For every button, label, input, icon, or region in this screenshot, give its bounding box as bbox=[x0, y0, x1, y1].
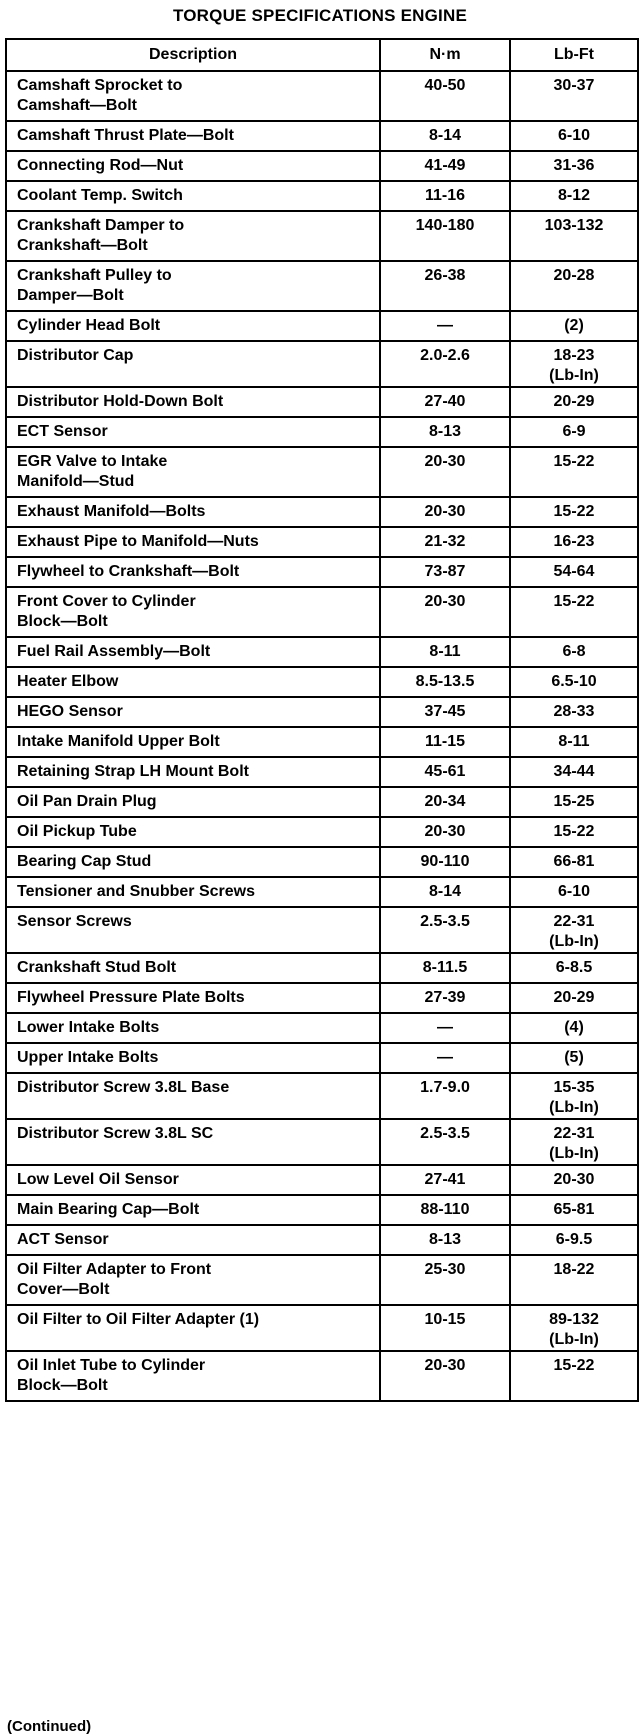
nm-value-cell bbox=[380, 1255, 510, 1305]
lbft-value-cell bbox=[510, 1351, 638, 1401]
nm-value-cell bbox=[380, 211, 510, 261]
description-cell bbox=[6, 1073, 380, 1119]
nm-value-line: 20-30 bbox=[424, 823, 466, 840]
description-line: Crankshaft Stud Bolt bbox=[17, 959, 177, 976]
description-line: Connecting Rod—Nut bbox=[17, 157, 184, 174]
lbft-value-cell bbox=[510, 697, 638, 727]
description-cell bbox=[6, 151, 380, 181]
description-line: Tensioner and Snubber Screws bbox=[17, 883, 255, 900]
table-row bbox=[6, 697, 638, 727]
nm-value-cell bbox=[380, 953, 510, 983]
description-cell bbox=[6, 181, 380, 211]
lbft-value-line: 16-23 bbox=[553, 533, 595, 550]
lbft-value-line: 8-11 bbox=[558, 733, 590, 750]
description-line: Cover—Bolt bbox=[17, 1281, 110, 1298]
description-line: Bearing Cap Stud bbox=[17, 853, 152, 870]
description-cell bbox=[6, 587, 380, 637]
description-cell bbox=[6, 847, 380, 877]
nm-value-line: 26-38 bbox=[424, 267, 466, 284]
nm-value-cell bbox=[380, 1195, 510, 1225]
lbft-value-cell bbox=[510, 1305, 638, 1351]
nm-value-line: 40-50 bbox=[424, 77, 466, 94]
table-row bbox=[6, 121, 638, 151]
lbft-value-line: 6-10 bbox=[557, 883, 591, 900]
description-line: Exhaust Pipe to Manifold—Nuts bbox=[17, 533, 259, 550]
nm-value-cell bbox=[380, 983, 510, 1013]
nm-value-line: 73-87 bbox=[424, 563, 466, 580]
lbft-value-cell bbox=[510, 1225, 638, 1255]
lbft-value-line: 8-12 bbox=[557, 187, 591, 204]
lbft-value-cell bbox=[510, 817, 638, 847]
description-line: Low Level Oil Sensor bbox=[17, 1171, 179, 1188]
description-line: Intake Manifold Upper Bolt bbox=[17, 733, 220, 750]
description-cell bbox=[6, 497, 380, 527]
nm-value-line: 45-61 bbox=[424, 763, 466, 780]
description-cell bbox=[6, 121, 380, 151]
lbft-value-cell bbox=[510, 261, 638, 311]
lbft-value-cell bbox=[510, 907, 638, 953]
description-line: Upper Intake Bolts bbox=[17, 1049, 159, 1066]
lbft-value-cell bbox=[510, 447, 638, 497]
table-row bbox=[6, 1195, 638, 1225]
lbft-value-line: 22-31 bbox=[553, 913, 595, 930]
page-title: TORQUE SPECIFICATIONS ENGINE bbox=[172, 6, 467, 25]
table-row bbox=[6, 557, 638, 587]
lbft-value-cell bbox=[510, 417, 638, 447]
table-row bbox=[6, 907, 638, 953]
description-line: Damper—Bolt bbox=[17, 287, 124, 304]
lbft-value-line: 6-9.5 bbox=[555, 1231, 593, 1248]
nm-value-line: 27-41 bbox=[424, 1171, 466, 1188]
lbft-value-cell bbox=[510, 757, 638, 787]
description-cell bbox=[6, 1013, 380, 1043]
description-cell bbox=[6, 211, 380, 261]
table-row bbox=[6, 1013, 638, 1043]
lbft-value-cell bbox=[510, 1255, 638, 1305]
lbft-value-line: 6-8.5 bbox=[555, 959, 593, 976]
description-cell bbox=[6, 817, 380, 847]
lbft-value-cell bbox=[510, 953, 638, 983]
column-header-lbft: Lb-Ft bbox=[510, 39, 638, 71]
lbft-value-line: (Lb-In) bbox=[549, 1331, 599, 1348]
lbft-value-cell bbox=[510, 497, 638, 527]
lbft-value-line: (Lb-In) bbox=[549, 933, 599, 950]
table-row bbox=[6, 847, 638, 877]
lbft-value-cell bbox=[510, 847, 638, 877]
nm-value-line: 41-49 bbox=[424, 157, 466, 174]
description-cell bbox=[6, 1119, 380, 1165]
table-header-row bbox=[6, 39, 638, 71]
lbft-value-cell bbox=[510, 181, 638, 211]
lbft-value-cell bbox=[510, 1195, 638, 1225]
description-line: Camshaft Thrust Plate—Bolt bbox=[17, 127, 234, 144]
description-line: Heater Elbow bbox=[17, 673, 119, 690]
table-row bbox=[6, 983, 638, 1013]
nm-value-line: 90-110 bbox=[420, 853, 470, 870]
nm-value-cell bbox=[380, 181, 510, 211]
description-cell bbox=[6, 311, 380, 341]
lbft-value-line: 65-81 bbox=[553, 1201, 595, 1218]
nm-value-cell bbox=[380, 587, 510, 637]
nm-value-line: 1.7-9.0 bbox=[420, 1079, 470, 1096]
table-row bbox=[6, 527, 638, 557]
lbft-value-cell bbox=[510, 387, 638, 417]
lbft-value-cell bbox=[510, 211, 638, 261]
continued-note: (Continued) bbox=[7, 1718, 92, 1735]
table-row bbox=[6, 261, 638, 311]
nm-value-line: 37-45 bbox=[424, 703, 466, 720]
description-cell bbox=[6, 1255, 380, 1305]
lbft-value-line: 30-37 bbox=[553, 77, 595, 94]
nm-value-cell bbox=[380, 637, 510, 667]
description-cell bbox=[6, 1195, 380, 1225]
nm-value-cell bbox=[380, 1013, 510, 1043]
lbft-value-line: 15-35 bbox=[553, 1079, 595, 1096]
lbft-value-line: (Lb-In) bbox=[549, 1099, 599, 1116]
nm-value-line: 20-30 bbox=[424, 503, 466, 520]
description-line: Main Bearing Cap—Bolt bbox=[17, 1201, 200, 1218]
description-cell bbox=[6, 1043, 380, 1073]
nm-value-line: 11-16 bbox=[424, 187, 466, 204]
lbft-value-cell bbox=[510, 71, 638, 121]
description-line: Manifold—Stud bbox=[17, 473, 135, 490]
lbft-value-line: 89-132 bbox=[549, 1311, 599, 1328]
nm-value-line: 20-30 bbox=[424, 593, 466, 610]
nm-value-cell bbox=[380, 447, 510, 497]
nm-value-line: 10-15 bbox=[424, 1311, 466, 1328]
lbft-value-line: 34-44 bbox=[553, 763, 595, 780]
table-row bbox=[6, 1351, 638, 1401]
column-header-description: Description bbox=[6, 39, 380, 71]
nm-value-line: 8-14 bbox=[428, 127, 462, 144]
lbft-value-cell bbox=[510, 637, 638, 667]
lbft-value-line: 6-10 bbox=[557, 127, 591, 144]
lbft-value-line: (Lb-In) bbox=[549, 1145, 599, 1162]
lbft-value-cell bbox=[510, 787, 638, 817]
description-line: Camshaft Sprocket to bbox=[17, 77, 183, 94]
table-row bbox=[6, 417, 638, 447]
description-cell bbox=[6, 953, 380, 983]
nm-value-line: 25-30 bbox=[424, 1261, 466, 1278]
description-line: Crankshaft Damper to bbox=[17, 217, 185, 234]
nm-value-line: — bbox=[437, 317, 453, 334]
lbft-value-cell bbox=[510, 1043, 638, 1073]
description-cell bbox=[6, 727, 380, 757]
description-line: Distributor Cap bbox=[17, 347, 134, 364]
description-cell bbox=[6, 1165, 380, 1195]
description-line: Oil Pan Drain Plug bbox=[17, 793, 157, 810]
nm-value-line: 88-110 bbox=[420, 1201, 470, 1218]
description-line: Flywheel to Crankshaft—Bolt bbox=[17, 563, 240, 580]
table-body bbox=[6, 71, 638, 1401]
nm-value-cell bbox=[380, 527, 510, 557]
description-line: Block—Bolt bbox=[17, 1377, 108, 1394]
table-row bbox=[6, 667, 638, 697]
description-cell bbox=[6, 417, 380, 447]
table-row bbox=[6, 71, 638, 121]
description-line: Camshaft—Bolt bbox=[17, 97, 138, 114]
nm-value-cell bbox=[380, 557, 510, 587]
lbft-value-line: 15-22 bbox=[553, 1357, 595, 1374]
description-line: Oil Filter to Oil Filter Adapter (1) bbox=[17, 1311, 260, 1328]
description-line: Distributor Screw 3.8L Base bbox=[17, 1079, 230, 1096]
lbft-value-cell bbox=[510, 557, 638, 587]
description-line: Block—Bolt bbox=[17, 613, 108, 630]
description-line: Oil Inlet Tube to Cylinder bbox=[17, 1357, 206, 1374]
table-row bbox=[6, 447, 638, 497]
nm-value-cell bbox=[380, 1073, 510, 1119]
table-row bbox=[6, 1305, 638, 1351]
table-row bbox=[6, 341, 638, 387]
nm-value-line: 21-32 bbox=[424, 533, 466, 550]
table-row bbox=[6, 387, 638, 417]
lbft-value-line: 18-22 bbox=[553, 1261, 595, 1278]
lbft-value-cell bbox=[510, 311, 638, 341]
lbft-value-cell bbox=[510, 1013, 638, 1043]
description-line: Oil Pickup Tube bbox=[17, 823, 137, 840]
description-line: Crankshaft—Bolt bbox=[17, 237, 148, 254]
table-row bbox=[6, 1165, 638, 1195]
nm-value-cell bbox=[380, 877, 510, 907]
description-line: Flywheel Pressure Plate Bolts bbox=[17, 989, 245, 1006]
nm-value-cell bbox=[380, 1351, 510, 1401]
nm-value-line: 27-39 bbox=[424, 989, 466, 1006]
lbft-value-cell bbox=[510, 1073, 638, 1119]
table-row bbox=[6, 497, 638, 527]
nm-value-cell bbox=[380, 727, 510, 757]
lbft-value-line: (Lb-In) bbox=[549, 367, 599, 384]
table-row bbox=[6, 587, 638, 637]
nm-value-cell bbox=[380, 1305, 510, 1351]
lbft-value-line: 15-22 bbox=[553, 823, 595, 840]
table-row bbox=[6, 151, 638, 181]
nm-value-cell bbox=[380, 71, 510, 121]
nm-value-cell bbox=[380, 121, 510, 151]
lbft-value-line: 6-9 bbox=[562, 423, 586, 440]
table-row bbox=[6, 1119, 638, 1165]
nm-value-cell bbox=[380, 1043, 510, 1073]
description-cell bbox=[6, 1305, 380, 1351]
nm-value-line: 8-14 bbox=[428, 883, 462, 900]
description-line: Distributor Hold-Down Bolt bbox=[17, 393, 224, 410]
lbft-value-line: (2) bbox=[564, 317, 584, 334]
lbft-value-cell bbox=[510, 151, 638, 181]
table-row bbox=[6, 877, 638, 907]
nm-value-cell bbox=[380, 697, 510, 727]
lbft-value-cell bbox=[510, 527, 638, 557]
nm-value-cell bbox=[380, 417, 510, 447]
table-row bbox=[6, 817, 638, 847]
lbft-value-cell bbox=[510, 121, 638, 151]
table-row bbox=[6, 311, 638, 341]
description-cell bbox=[6, 527, 380, 557]
table-row bbox=[6, 787, 638, 817]
lbft-value-line: 103-132 bbox=[544, 217, 604, 234]
nm-value-cell bbox=[380, 757, 510, 787]
lbft-value-line: 20-29 bbox=[553, 393, 595, 410]
lbft-value-line: 20-30 bbox=[553, 1171, 595, 1188]
nm-value-line: 27-40 bbox=[424, 393, 466, 410]
description-line: Front Cover to Cylinder bbox=[17, 593, 196, 610]
table-row bbox=[6, 211, 638, 261]
lbft-value-line: 15-25 bbox=[553, 793, 595, 810]
description-cell bbox=[6, 787, 380, 817]
description-line: Fuel Rail Assembly—Bolt bbox=[17, 643, 211, 660]
lbft-value-cell bbox=[510, 1165, 638, 1195]
description-cell bbox=[6, 341, 380, 387]
description-line: HEGO Sensor bbox=[17, 703, 123, 720]
description-line: Lower Intake Bolts bbox=[17, 1019, 160, 1036]
description-cell bbox=[6, 757, 380, 787]
nm-value-cell bbox=[380, 497, 510, 527]
lbft-value-line: 31-36 bbox=[553, 157, 595, 174]
description-cell bbox=[6, 667, 380, 697]
lbft-value-line: 18-23 bbox=[553, 347, 595, 364]
nm-value-cell bbox=[380, 1225, 510, 1255]
description-line: Oil Filter Adapter to Front bbox=[17, 1261, 212, 1278]
description-cell bbox=[6, 1351, 380, 1401]
nm-value-cell bbox=[380, 787, 510, 817]
lbft-value-line: 15-22 bbox=[553, 503, 595, 520]
description-cell bbox=[6, 877, 380, 907]
nm-value-cell bbox=[380, 667, 510, 697]
nm-value-cell bbox=[380, 341, 510, 387]
description-line: Exhaust Manifold—Bolts bbox=[17, 503, 206, 520]
lbft-value-cell bbox=[510, 727, 638, 757]
lbft-value-cell bbox=[510, 341, 638, 387]
lbft-value-line: 6.5-10 bbox=[551, 673, 597, 690]
description-line: EGR Valve to Intake bbox=[17, 453, 168, 470]
lbft-value-line: 6-8 bbox=[562, 643, 586, 660]
lbft-value-line: 54-64 bbox=[553, 563, 595, 580]
nm-value-line: 2.0-2.6 bbox=[420, 347, 470, 364]
table-row bbox=[6, 953, 638, 983]
nm-value-cell bbox=[380, 151, 510, 181]
nm-value-line: 140-180 bbox=[415, 217, 475, 234]
nm-value-line: 8-11 bbox=[429, 643, 461, 660]
description-line: ACT Sensor bbox=[17, 1231, 109, 1248]
description-cell bbox=[6, 387, 380, 417]
lbft-value-line: 15-22 bbox=[553, 593, 595, 610]
description-cell bbox=[6, 983, 380, 1013]
description-cell bbox=[6, 1225, 380, 1255]
nm-value-cell bbox=[380, 817, 510, 847]
nm-value-line: 2.5-3.5 bbox=[420, 1125, 470, 1142]
nm-value-line: 8.5-13.5 bbox=[415, 673, 475, 690]
table-row bbox=[6, 1225, 638, 1255]
description-cell bbox=[6, 697, 380, 727]
nm-value-line: 20-30 bbox=[424, 1357, 466, 1374]
description-line: Crankshaft Pulley to bbox=[17, 267, 172, 284]
lbft-value-cell bbox=[510, 587, 638, 637]
nm-value-cell bbox=[380, 1165, 510, 1195]
lbft-value-cell bbox=[510, 877, 638, 907]
description-line: Distributor Screw 3.8L SC bbox=[17, 1125, 214, 1142]
table-row bbox=[6, 637, 638, 667]
lbft-value-line: 20-29 bbox=[553, 989, 595, 1006]
nm-value-cell bbox=[380, 311, 510, 341]
description-line: Sensor Screws bbox=[17, 913, 132, 930]
nm-value-cell bbox=[380, 1119, 510, 1165]
nm-value-cell bbox=[380, 387, 510, 417]
lbft-value-line: 20-28 bbox=[553, 267, 595, 284]
lbft-value-line: 15-22 bbox=[553, 453, 595, 470]
nm-value-cell bbox=[380, 847, 510, 877]
lbft-value-line: 22-31 bbox=[553, 1125, 595, 1142]
description-cell bbox=[6, 71, 380, 121]
table-row bbox=[6, 1255, 638, 1305]
lbft-value-line: 66-81 bbox=[553, 853, 595, 870]
description-cell bbox=[6, 637, 380, 667]
description-line: Coolant Temp. Switch bbox=[17, 187, 183, 204]
description-line: ECT Sensor bbox=[17, 423, 108, 440]
description-cell bbox=[6, 557, 380, 587]
description-cell bbox=[6, 907, 380, 953]
nm-value-cell bbox=[380, 907, 510, 953]
nm-value-line: 2.5-3.5 bbox=[420, 913, 470, 930]
torque-spec-table bbox=[5, 38, 639, 1402]
nm-value-line: 8-13 bbox=[428, 1231, 462, 1248]
description-cell bbox=[6, 261, 380, 311]
table-row bbox=[6, 1043, 638, 1073]
lbft-value-cell bbox=[510, 667, 638, 697]
lbft-value-line: 28-33 bbox=[553, 703, 595, 720]
column-header-nm: N·m bbox=[380, 39, 510, 71]
nm-value-line: 8-13 bbox=[428, 423, 462, 440]
lbft-value-cell bbox=[510, 983, 638, 1013]
table-row bbox=[6, 1073, 638, 1119]
nm-value-line: 20-34 bbox=[424, 793, 466, 810]
description-line: Retaining Strap LH Mount Bolt bbox=[17, 763, 249, 780]
nm-value-line: 8-11.5 bbox=[422, 959, 468, 976]
nm-value-line: — bbox=[437, 1019, 453, 1036]
nm-value-line: 11-15 bbox=[424, 733, 466, 750]
nm-value-cell bbox=[380, 261, 510, 311]
table-row bbox=[6, 757, 638, 787]
table-row bbox=[6, 727, 638, 757]
description-line: Cylinder Head Bolt bbox=[17, 317, 161, 334]
nm-value-line: — bbox=[437, 1049, 453, 1066]
table-row bbox=[6, 181, 638, 211]
description-cell bbox=[6, 447, 380, 497]
lbft-value-cell bbox=[510, 1119, 638, 1165]
nm-value-line: 20-30 bbox=[424, 453, 466, 470]
lbft-value-line: (4) bbox=[564, 1019, 584, 1036]
lbft-value-line: (5) bbox=[564, 1049, 584, 1066]
